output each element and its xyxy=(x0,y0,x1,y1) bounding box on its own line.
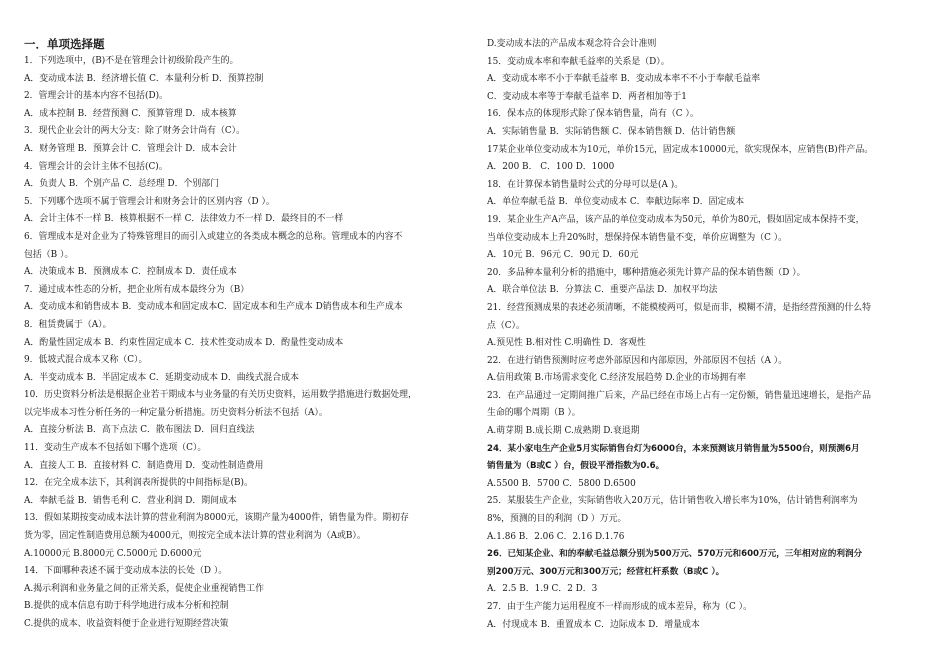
text-line: 9．低坡式混合成本又称（C）。 xyxy=(24,355,148,366)
text-line: A．直接人工 B．直接材料 C．制造费用 D．变动性制造费用 xyxy=(24,460,264,471)
right-lines xyxy=(487,36,933,634)
text-line: A．实际销售量 B．实际销售额 C．保本销售额 D．估计销售额 xyxy=(487,126,736,137)
text-line: 别200万元、300万元和300万元；经营杠杆系数（B或C ）。 xyxy=(487,566,725,577)
section-title: 一．单项选择题 xyxy=(24,37,105,51)
text-line: 27．由于生产能力运用程度不一样而形成的成本差异，称为（C ）。 xyxy=(487,602,752,612)
left-lines xyxy=(24,53,470,634)
text-line: 22．在进行销售预测时应考虑外部原因和内部原因，外部原因不包括（A ）。 xyxy=(487,355,788,366)
text-line: A．财务管理 B．预算会计 C．管理会计 D．成本会计 xyxy=(24,143,237,154)
text-line: 包括（B ）。 xyxy=(24,249,74,260)
text-line: A．变动成本和销售成本 B．变动成本和固定成本C．固定成本和生产成本 D销售成本和生产成本 xyxy=(24,302,403,313)
text-line: A．200 B． C．100 D．1000 xyxy=(487,162,615,173)
text-line: 11．变动生产成本不包括如下哪个选项（C）。 xyxy=(24,443,207,454)
text-line: 24．某小家电生产企业5月实际销售台灯为6000台，本来预测该月销售量为5500台，则预测6月 xyxy=(487,443,860,454)
text-line: C.提供的成本、收益资料便于企业进行短期经营决策 xyxy=(24,619,229,629)
text-line: A．2.5 B．1.9 C．2 D．3 xyxy=(487,584,598,595)
text-line: A．会计主体不一样 B．核算根据不一样 C．法律效力不一样 D．最终目的不一样 xyxy=(24,214,344,225)
text-line: A.揭示利润和业务量之间的正常关系，促使企业重视销售工作 xyxy=(24,583,264,594)
left-column xyxy=(24,36,470,634)
text-line: 销售量为（B或C ）台，假设平滑指数为0.6。 xyxy=(487,461,665,472)
right-column xyxy=(487,36,933,634)
text-line: A.信用政策 B.市场需求变化 C.经济发展趋势 D.企业的市场拥有率 xyxy=(487,373,746,384)
text-line: 3．现代企业会计的两大分支：除了财务会计尚有（C）。 xyxy=(24,126,245,137)
text-line: 21．经营预测成果的表述必须清晰，不能模棱两可，似是而非，模糊不清，是指经营预测的什么特 xyxy=(487,302,872,313)
text-line: 20．多品种本量利分析的措施中，哪种措施必须先计算产品的保本销售额（D ）。 xyxy=(487,267,806,278)
text-line: 6．管理成本是对企业为了特殊管理目的而引入或建立的各类成本概念的总称。管理成本的内容不 xyxy=(24,231,403,242)
text-line: A．决策成本 B．预测成本 C．控制成本 D．责任成本 xyxy=(24,267,237,278)
text-line: 10．历史资料分析法是根据企业若干期成本与业务量的有关历史资料，运用数学措施进行数据处理， xyxy=(24,390,417,401)
text-line: A．奉献毛益 B．销售毛利 C．营业利润 D．期间成本 xyxy=(24,495,237,506)
text-line: 当单位变动成本上升20%时，想保持保本销售量不变，单价应调整为（C ）。 xyxy=(487,232,788,243)
text-line: A．10元 B．96元 C．90元 D．60元 xyxy=(487,250,639,261)
text-line: A．单位奉献毛益 B．单位变动成本 C．奉献边际率 D．固定成本 xyxy=(487,197,745,208)
text-line: 8%，预测的目的利润（D ）万元。 xyxy=(487,514,627,525)
text-line: 19．某企业生产A产品，该产品的单位变动成本为50元，单价为80元，假如固定成本保持不变， xyxy=(487,214,865,225)
text-line: 生命的哪个周期（B ）。 xyxy=(487,408,581,419)
text-line: 8．租赁费属于（A）。 xyxy=(24,319,112,330)
text-line: 以完毕成本习性分析任务的一种定量分析措施。历史资料分析法不包括（A）。 xyxy=(24,407,328,418)
text-line: 18．在计算保本销售量时公式的分母可以是(A )。 xyxy=(487,179,684,190)
text-line: B.提供的成本信息有助于科学地进行成本分析和控制 xyxy=(24,601,229,612)
text-line: 1．下列选项中，(B)不是在管理会计初级阶段产生的。 xyxy=(24,56,239,66)
text-line: A．负责人 B．个别产品 C．总经理 D．个别部门 xyxy=(24,179,220,190)
text-line: 4．管理会计的会计主体不包括(C)。 xyxy=(24,161,168,172)
text-line: 13．假如某期按变动成本法计算的营业利润为8000元，该期产量为4000件，销售量为件。期初存 xyxy=(24,513,409,524)
text-line: 2．管理会计的基本内容不包括(D)。 xyxy=(24,91,168,102)
text-line: 25．某服装生产企业，实际销售收入20万元，估计销售收入增长率为10%，估计销售利润率为 xyxy=(487,496,858,507)
text-line: A．变动成本率不小于奉献毛益率 B．变动成本率不不小于奉献毛益率 xyxy=(487,74,761,85)
text-line: 点（C）。 xyxy=(487,320,525,331)
text-line: 7．通过成本性态的分析，把企业所有成本最终分为（B） xyxy=(24,284,250,295)
text-line: A．直接分析法 B．高下点法 C．散布图法 D．回归直线法 xyxy=(24,425,255,436)
text-line: 货为零，固定性制造费用总额为4000元，则按完全成本法计算的营业利润为（A或B）。 xyxy=(24,531,366,542)
text-line: 23．在产品通过一定期间推广后来，产品已经在市场上占有一定份额，销售量迅速增长，是指产品 xyxy=(487,390,872,401)
text-line: C．变动成本率等于奉献毛益率 D．两者相加等于1 xyxy=(487,91,687,102)
text-line: A.1.86 B．2.06 C．2.16 D.1.76 xyxy=(487,531,625,542)
text-line: 14．下面哪种表述不属于变动成本法的长处（D ）。 xyxy=(24,566,228,577)
text-line: A．半变动成本 B．半固定成本 C．延期变动成本 D．曲线式混合成本 xyxy=(24,372,299,383)
text-line: 15．变动成本率和奉献毛益率的关系是（D）。 xyxy=(487,56,670,67)
text-line: 16．保本点的体现形式除了保本销售量，尚有（C ）。 xyxy=(487,109,699,120)
text-line: A．成本控制 B．经营预测 C．预算管理 D．成本核算 xyxy=(24,108,237,119)
text-line: A.预见性 B.相对性 C.明确性 D．客观性 xyxy=(487,338,646,349)
text-line: A．酌量性固定成本 B．约束性固定成本 C．技术性变动成本 D．酌量性变动成本 xyxy=(24,337,344,348)
text-line: D.变动成本法的产品成本观念符合会计准则 xyxy=(487,39,657,49)
text-line: 17某企业单位变动成本为10元，单价15元，固定成本10000元，欲实现保本，应销售(B)件产品。 xyxy=(487,144,874,155)
text-line: 26．已知某企业、和的奉献毛益总额分别为500万元、570万元和600万元，三年相对应的利润分 xyxy=(487,549,863,560)
text-line: A．联合单位法 B．分算法 C．重要产品法 D．加权平均法 xyxy=(487,285,718,296)
text-line: A．变动成本法 B．经济增长值 C．本量利分析 D．预算控制 xyxy=(24,73,264,84)
text-line: A.萌芽期 B.成长期 C.成熟期 D.衰退期 xyxy=(487,426,640,437)
text-line: A.5500 B．5700 C．5800 D.6500 xyxy=(487,478,636,489)
text-line: 5．下列哪个选项不属于管理会计和财务会计的区别内容（D ）。 xyxy=(24,196,275,207)
text-line: 12．在完全成本法下，其利润表所提供的中间指标是(B)。 xyxy=(24,478,253,489)
text-line: A．付现成本 B．重置成本 C．边际成本 D．增量成本 xyxy=(487,619,700,630)
text-line: A.10000元 B.8000元 C.5000元 D.6000元 xyxy=(24,548,202,559)
